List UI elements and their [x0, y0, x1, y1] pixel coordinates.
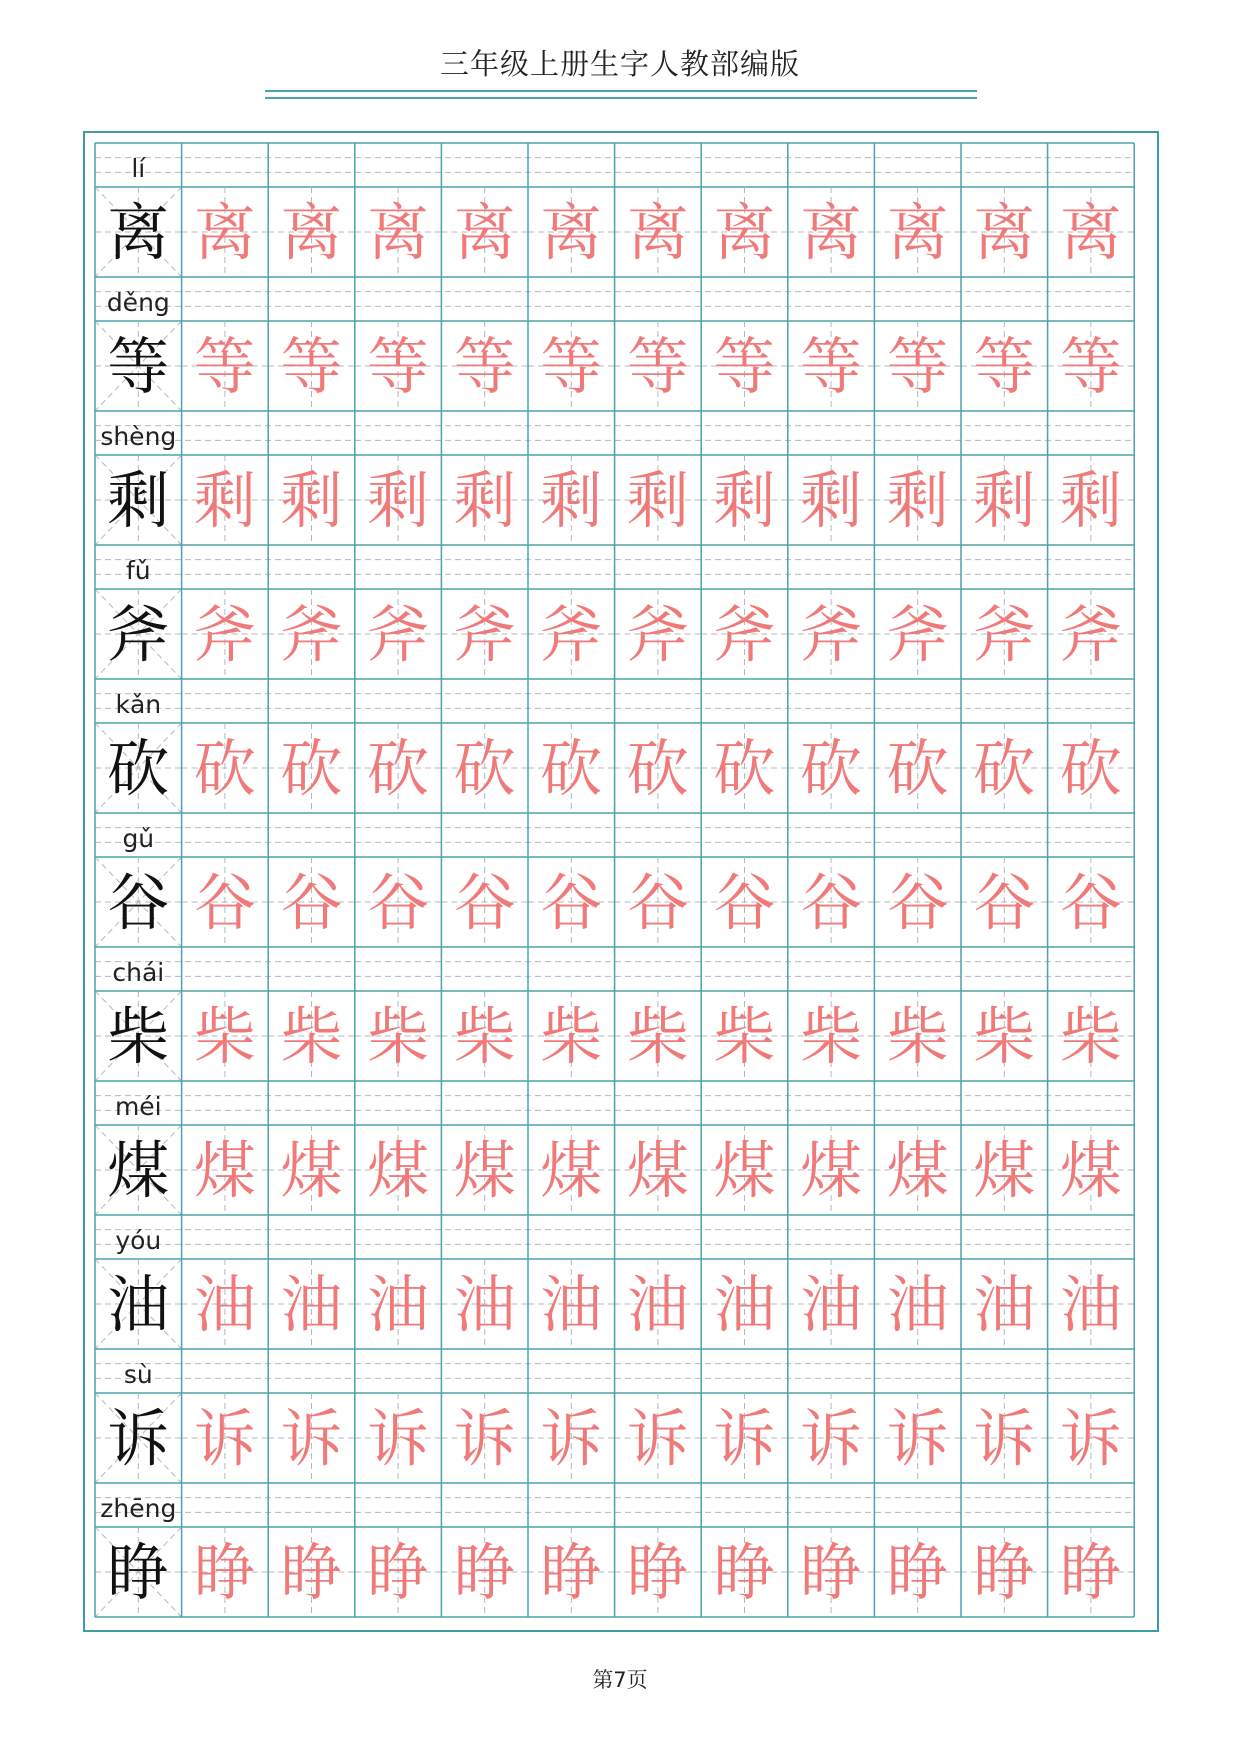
title-rule-upper — [265, 90, 977, 92]
trace-character[interactable]: 诉 — [973, 1402, 1036, 1475]
sheet-frame — [83, 131, 1159, 1632]
trace-character[interactable]: 煤 — [973, 1134, 1036, 1207]
trace-character[interactable]: 砍 — [367, 732, 430, 805]
trace-character[interactable]: 煤 — [886, 1134, 949, 1207]
trace-character[interactable]: 砍 — [1059, 732, 1122, 805]
pinyin-label: zhēng — [100, 1494, 177, 1523]
trace-character[interactable]: 睁 — [626, 1536, 689, 1609]
trace-character[interactable]: 离 — [800, 196, 863, 269]
trace-character[interactable]: 离 — [713, 196, 776, 269]
trace-character[interactable]: 柴 — [626, 1000, 689, 1073]
trace-character[interactable]: 等 — [886, 330, 949, 403]
trace-character[interactable]: 斧 — [713, 598, 776, 671]
trace-character[interactable]: 油 — [193, 1268, 256, 1341]
pinyin-label: chái — [112, 958, 165, 987]
model-character: 剩 — [107, 464, 170, 537]
trace-character[interactable]: 柴 — [800, 1000, 863, 1073]
trace-character[interactable]: 等 — [280, 330, 343, 403]
trace-character[interactable]: 睁 — [973, 1536, 1036, 1609]
trace-character[interactable]: 睁 — [713, 1536, 776, 1609]
trace-character[interactable]: 煤 — [1059, 1134, 1122, 1207]
trace-character[interactable]: 睁 — [1059, 1536, 1122, 1609]
trace-character[interactable]: 斧 — [626, 598, 689, 671]
model-character: 砍 — [107, 732, 170, 805]
trace-character[interactable]: 柴 — [973, 1000, 1036, 1073]
trace-character[interactable]: 诉 — [713, 1402, 776, 1475]
trace-character[interactable]: 油 — [280, 1268, 343, 1341]
trace-character[interactable]: 睁 — [193, 1536, 256, 1609]
trace-character[interactable]: 睁 — [453, 1536, 516, 1609]
trace-character[interactable]: 等 — [453, 330, 516, 403]
trace-character[interactable]: 煤 — [540, 1134, 603, 1207]
trace-character[interactable]: 睁 — [540, 1536, 603, 1609]
model-character: 离 — [107, 196, 170, 269]
title-rule-lower — [265, 97, 977, 99]
trace-character[interactable]: 油 — [973, 1268, 1036, 1341]
trace-character[interactable]: 离 — [453, 196, 516, 269]
trace-character[interactable]: 睁 — [367, 1536, 430, 1609]
model-character: 油 — [107, 1268, 170, 1341]
trace-character[interactable]: 睁 — [280, 1536, 343, 1609]
trace-character[interactable]: 谷 — [973, 866, 1036, 939]
trace-character[interactable]: 剩 — [800, 464, 863, 537]
model-character: 睁 — [107, 1536, 170, 1609]
trace-character[interactable]: 砍 — [800, 732, 863, 805]
trace-character[interactable]: 油 — [453, 1268, 516, 1341]
trace-character[interactable]: 剩 — [367, 464, 430, 537]
trace-character[interactable]: 离 — [193, 196, 256, 269]
trace-character[interactable]: 离 — [886, 196, 949, 269]
trace-character[interactable]: 柴 — [367, 1000, 430, 1073]
trace-character[interactable]: 谷 — [1059, 866, 1122, 939]
trace-character[interactable]: 离 — [367, 196, 430, 269]
trace-character[interactable]: 油 — [800, 1268, 863, 1341]
trace-character[interactable]: 砍 — [973, 732, 1036, 805]
trace-character[interactable]: 剩 — [453, 464, 516, 537]
trace-character[interactable]: 柴 — [1059, 1000, 1122, 1073]
trace-character[interactable]: 诉 — [453, 1402, 516, 1475]
trace-character[interactable]: 剩 — [193, 464, 256, 537]
trace-character[interactable]: 等 — [800, 330, 863, 403]
trace-character[interactable]: 砍 — [886, 732, 949, 805]
trace-character[interactable]: 柴 — [540, 1000, 603, 1073]
trace-character[interactable]: 煤 — [800, 1134, 863, 1207]
trace-character[interactable]: 等 — [367, 330, 430, 403]
trace-character[interactable]: 油 — [1059, 1268, 1122, 1341]
trace-character[interactable]: 斧 — [367, 598, 430, 671]
trace-character[interactable]: 等 — [713, 330, 776, 403]
trace-character[interactable]: 剩 — [280, 464, 343, 537]
trace-character[interactable]: 谷 — [193, 866, 256, 939]
trace-character[interactable]: 诉 — [800, 1402, 863, 1475]
trace-character[interactable]: 斧 — [886, 598, 949, 671]
trace-character[interactable]: 油 — [540, 1268, 603, 1341]
trace-character[interactable]: 柴 — [193, 1000, 256, 1073]
pinyin-label: fǔ — [125, 556, 151, 585]
pinyin-label: sù — [123, 1360, 153, 1389]
trace-character[interactable]: 煤 — [713, 1134, 776, 1207]
trace-character[interactable]: 诉 — [626, 1402, 689, 1475]
trace-character[interactable]: 油 — [367, 1268, 430, 1341]
trace-character[interactable]: 睁 — [886, 1536, 949, 1609]
trace-character[interactable]: 诉 — [367, 1402, 430, 1475]
trace-character[interactable]: 煤 — [367, 1134, 430, 1207]
trace-character[interactable]: 砍 — [453, 732, 516, 805]
trace-character[interactable]: 诉 — [193, 1402, 256, 1475]
pinyin-label: méi — [114, 1092, 162, 1121]
pinyin-label: gǔ — [122, 824, 155, 853]
trace-character[interactable]: 斧 — [193, 598, 256, 671]
trace-character[interactable]: 煤 — [453, 1134, 516, 1207]
trace-character[interactable]: 谷 — [626, 866, 689, 939]
trace-character[interactable]: 煤 — [193, 1134, 256, 1207]
pinyin-label: děng — [106, 288, 170, 317]
trace-character[interactable]: 斧 — [1059, 598, 1122, 671]
trace-character[interactable]: 柴 — [280, 1000, 343, 1073]
trace-character[interactable]: 油 — [886, 1268, 949, 1341]
trace-character[interactable]: 剩 — [1059, 464, 1122, 537]
trace-character[interactable]: 油 — [626, 1268, 689, 1341]
trace-character[interactable]: 诉 — [886, 1402, 949, 1475]
trace-character[interactable]: 煤 — [626, 1134, 689, 1207]
trace-character[interactable]: 柴 — [886, 1000, 949, 1073]
trace-character[interactable]: 诉 — [280, 1402, 343, 1475]
pinyin-label: yóu — [115, 1226, 162, 1255]
model-character: 斧 — [107, 598, 170, 671]
trace-character[interactable]: 诉 — [1059, 1402, 1122, 1475]
trace-character[interactable]: 离 — [626, 196, 689, 269]
trace-character[interactable]: 斧 — [540, 598, 603, 671]
trace-character[interactable]: 谷 — [453, 866, 516, 939]
trace-character[interactable]: 谷 — [540, 866, 603, 939]
trace-character[interactable]: 油 — [713, 1268, 776, 1341]
trace-character[interactable]: 离 — [540, 196, 603, 269]
pinyin-label: lí — [131, 154, 146, 183]
trace-character[interactable]: 剩 — [973, 464, 1036, 537]
trace-character[interactable]: 剩 — [626, 464, 689, 537]
model-character: 等 — [107, 330, 170, 403]
trace-character[interactable]: 砍 — [193, 732, 256, 805]
model-character: 煤 — [107, 1134, 170, 1207]
trace-character[interactable]: 砍 — [540, 732, 603, 805]
trace-character[interactable]: 柴 — [713, 1000, 776, 1073]
trace-character[interactable]: 谷 — [800, 866, 863, 939]
trace-character[interactable]: 斧 — [453, 598, 516, 671]
trace-character[interactable]: 离 — [973, 196, 1036, 269]
trace-character[interactable]: 离 — [280, 196, 343, 269]
trace-character[interactable]: 等 — [193, 330, 256, 403]
trace-character[interactable]: 诉 — [540, 1402, 603, 1475]
model-character: 谷 — [107, 866, 170, 939]
trace-character[interactable]: 睁 — [800, 1536, 863, 1609]
pinyin-label: kǎn — [115, 690, 162, 719]
trace-character[interactable]: 斧 — [800, 598, 863, 671]
trace-character[interactable]: 剩 — [886, 464, 949, 537]
model-character: 柴 — [107, 1000, 170, 1073]
trace-character[interactable]: 谷 — [713, 866, 776, 939]
trace-character[interactable]: 煤 — [280, 1134, 343, 1207]
trace-character[interactable]: 砍 — [280, 732, 343, 805]
practice-sheet — [83, 131, 1159, 1632]
trace-character[interactable]: 谷 — [367, 866, 430, 939]
trace-character[interactable]: 剩 — [540, 464, 603, 537]
trace-character[interactable]: 谷 — [886, 866, 949, 939]
pinyin-label: shèng — [100, 422, 177, 451]
model-character: 诉 — [107, 1402, 170, 1475]
trace-character[interactable]: 砍 — [713, 732, 776, 805]
page-number: 第7页 — [592, 1668, 648, 1692]
trace-character[interactable]: 离 — [1059, 196, 1122, 269]
trace-character[interactable]: 等 — [1059, 330, 1122, 403]
trace-character[interactable]: 剩 — [713, 464, 776, 537]
trace-character[interactable]: 等 — [973, 330, 1036, 403]
trace-character[interactable]: 等 — [540, 330, 603, 403]
trace-character[interactable]: 柴 — [453, 1000, 516, 1073]
trace-character[interactable]: 谷 — [280, 866, 343, 939]
trace-character[interactable]: 等 — [626, 330, 689, 403]
page-title: 三年级上册生字人教部编版 — [439, 47, 800, 81]
trace-character[interactable]: 砍 — [626, 732, 689, 805]
trace-character[interactable]: 斧 — [973, 598, 1036, 671]
trace-character[interactable]: 斧 — [280, 598, 343, 671]
